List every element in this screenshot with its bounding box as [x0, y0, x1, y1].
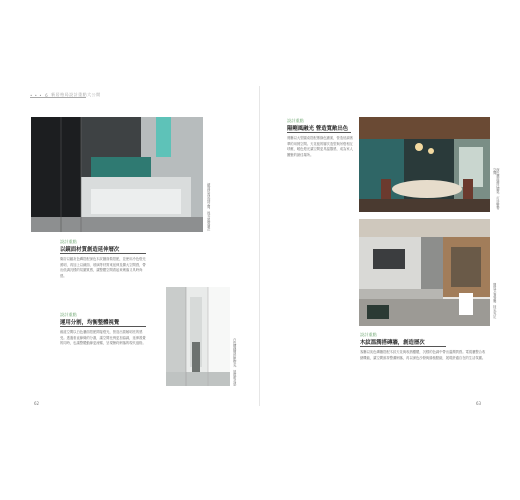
section-label: 設計重點: [60, 239, 77, 244]
photo-caption-2: 白色樓梯間搭配燈光，展現明亮感: [232, 338, 237, 386]
photo-caption-1: 鏡面材質延伸空間，提升視覺層次: [206, 183, 211, 231]
section-title: 陽剛風融光 營造寬敞出色: [287, 126, 349, 132]
section-body: 客廳以灰色磚牆搭配木紋天花與收納櫃體，沉穩的色調中帶出溫潤質感。電視牆整合收納機能，讓空間維持整潔俐落，再以深色沙發與綠植點綴，展現舒適自在的生活氛圍。: [360, 350, 486, 360]
page-number-left: 62: [34, 401, 40, 406]
section-title: 運用分割，均衡整體視覺: [60, 320, 120, 326]
section-body: 衛浴以鐵灰色磚搭配深色木紋牆面做搭配，並使用冷色燈光照明，再加上以鏡面、玻璃等材質來延伸及擴大空間感，帶出低調沉穩的氛圍質感，讓整體空間看起來俐落又具時尚感。: [60, 257, 146, 278]
section-body: 餐廳以大型圓桌搭配墨綠色牆面，營造低調奢華的用餐空間。天花板的層次造型與吊燈相互呼應，暖色燈光讓空間更具溫馨感，成為家人團聚的最佳場所。: [287, 136, 353, 157]
stairwell-photo: [166, 287, 230, 386]
photo-caption-3: 深色牆面襯托圓桌，打造聚餐空間: [492, 168, 500, 210]
header-number: 6: [45, 92, 49, 98]
section-rule: [60, 326, 146, 327]
section-rule: [360, 346, 446, 347]
dining-room-photo: [359, 117, 490, 212]
section-label: 設計重點: [287, 118, 304, 123]
section-body: 廊道空間以白色牆面搭配間接燈光，營造出寬敞明亮的感受。透過垂直線條的分割，讓空間比例更加協調，延伸視覺的同時，也讓整體動線更流暢，呈現簡約俐落的現代風格。: [60, 330, 146, 346]
bathroom-photo: [31, 117, 203, 232]
page-gutter: [259, 86, 260, 406]
section-label: 設計重點: [60, 312, 77, 317]
section-title: 木紋溫潤搭磚牆，創造層次: [360, 340, 425, 346]
section-title: 以鏡面材質創造延伸層次: [60, 247, 120, 253]
header-marks: • • •: [30, 92, 43, 98]
section-rule: [60, 253, 146, 254]
header-text: 新居格局設計重點大公開: [51, 92, 101, 97]
living-room-photo: [359, 219, 490, 326]
page-number-right: 63: [476, 401, 482, 406]
section-label: 設計重點: [360, 332, 377, 337]
photo-caption-4: 開放式客餐廳，採光充足: [492, 283, 497, 319]
section-rule: [287, 132, 351, 133]
header-rule: [30, 97, 86, 98]
